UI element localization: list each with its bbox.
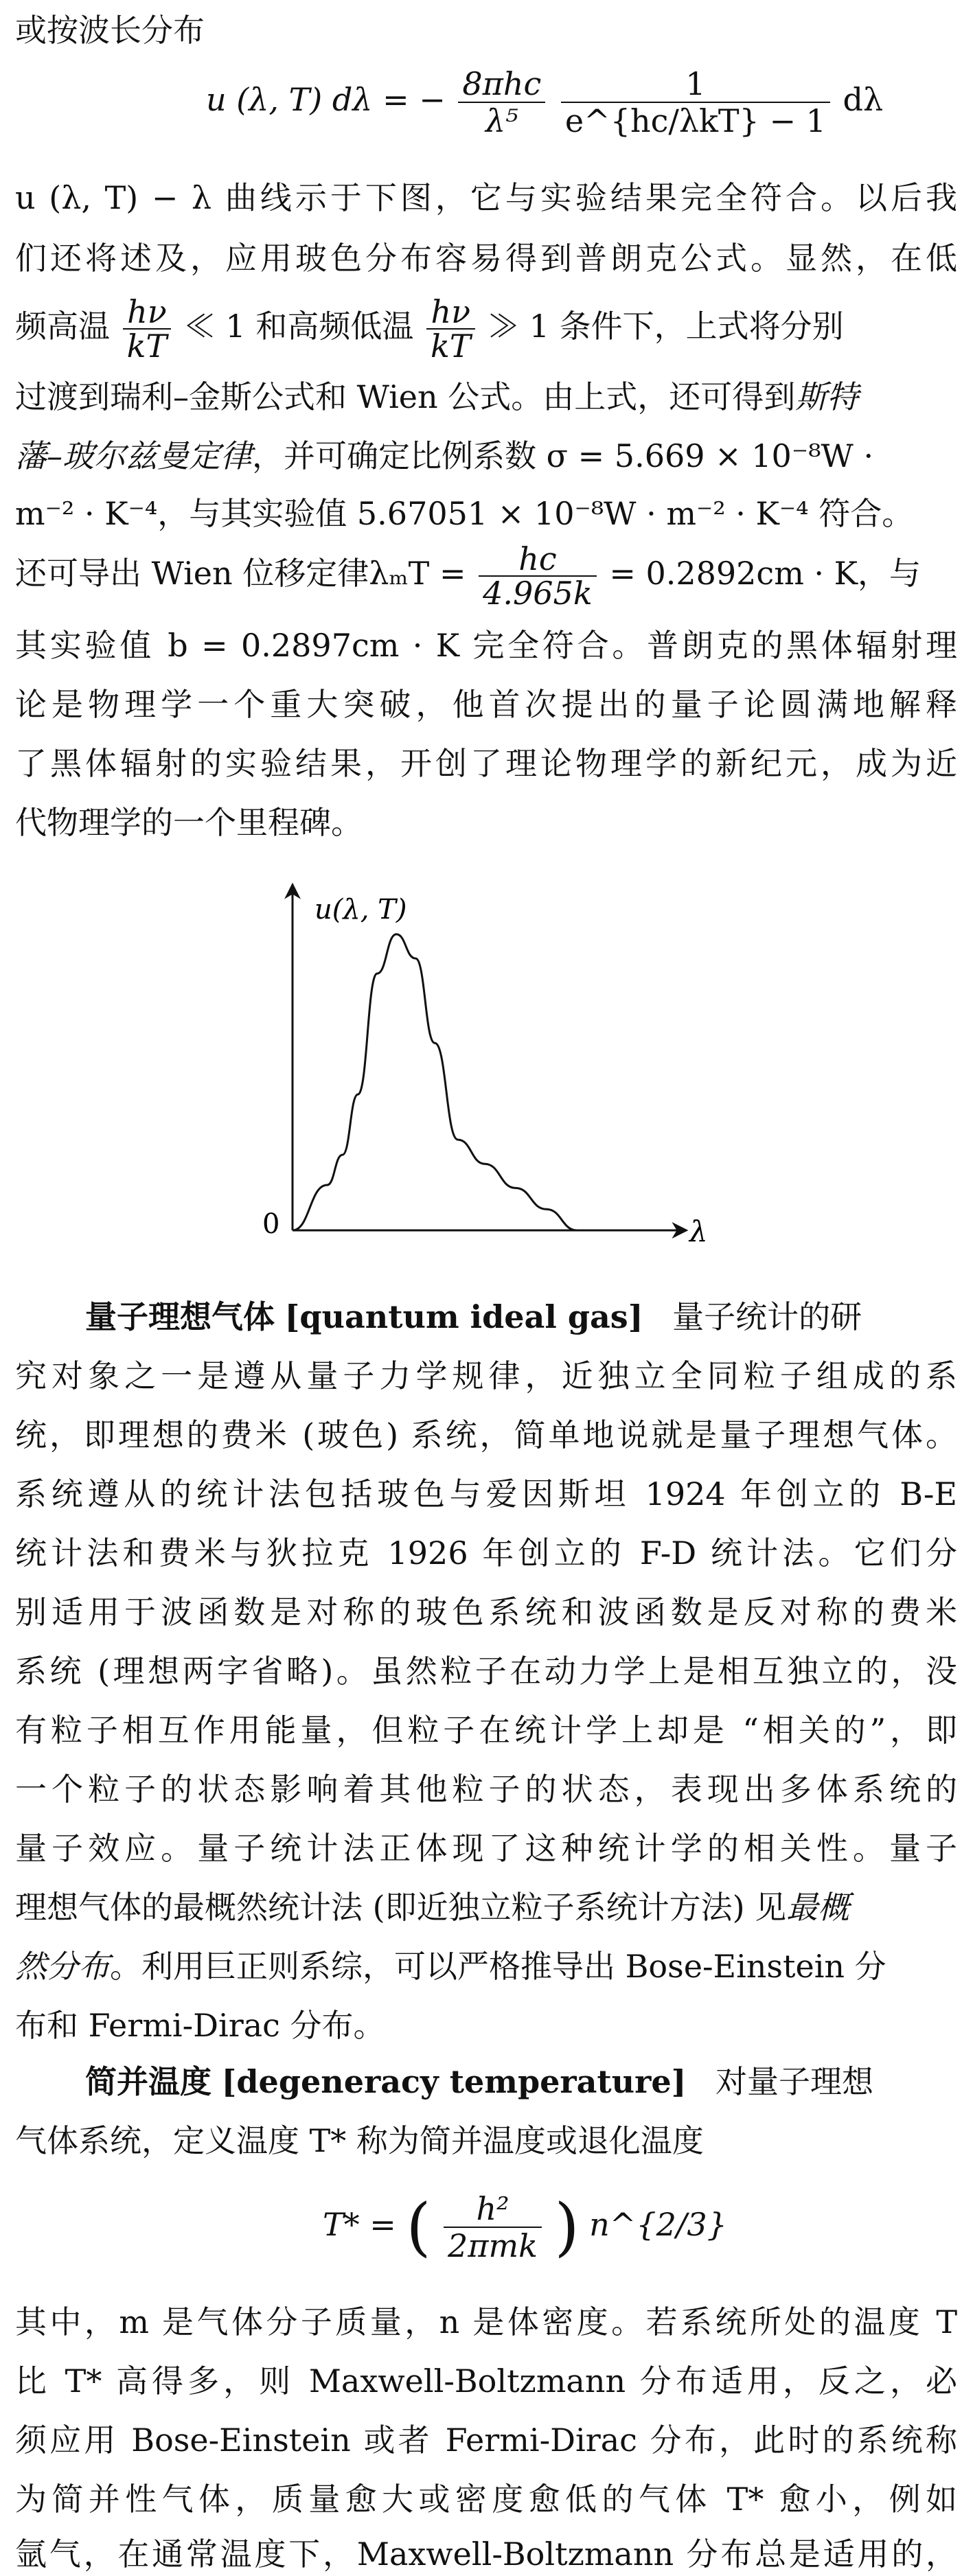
para1-line9: 论是物理学一个重大突破，他首次提出的量子论圆满地解释 [15, 686, 957, 723]
para1-line3-frac1-den: kT [123, 328, 172, 363]
para1-line3-frac1-num: hν [127, 293, 167, 330]
section1-line1 [85, 1296, 957, 1337]
section1-line2: 究对象之一是遵从量子力学规律，近独立全同粒子组成的系 [15, 1357, 957, 1394]
eq1-frac1-den: λ⁵ [458, 102, 545, 139]
eq1-frac2-den: e^{hc/λkT} − 1 [561, 102, 830, 139]
planck-wavelength-equation [206, 66, 883, 139]
para1-line10: 了黑体辐射的实验结果，开创了理论物理学的新纪元，成为近 [15, 745, 957, 782]
eq2-frac-num: h² [476, 2190, 510, 2227]
section1-line5: 统计法和费米与狄拉克 1926 年创立的 F-D 统计法。它们分 [15, 1534, 957, 1572]
para1-line6: m⁻² · K⁻⁴，与其实验值 5.67051 × 10⁻⁸W · m⁻² · K⁻⁴ 符合。 [15, 495, 914, 532]
para1-line1: u (λ, T) − λ 曲线示于下图，它与实验结果完全符合。以后我 [15, 179, 957, 216]
section1-line10: 量子效应。量子统计法正体现了这种统计学的相关性。量子 [15, 1830, 957, 1867]
section1-line11-keyword: 最概 [786, 1889, 850, 1926]
section1-line9: 一个粒子的状态影响着其他粒子的状态，表现出多体系统的 [15, 1771, 957, 1808]
para1-line4-a: 过渡到瑞利–金斯公式和 Wien 公式。由上式，还可得到 [15, 378, 796, 415]
eq2-right-paren: ) [554, 2190, 580, 2264]
eq2-frac-den: 2πmk [444, 2227, 542, 2264]
eq2-tail: n^{2/3} [589, 2206, 727, 2243]
para1-line5 [15, 435, 957, 476]
para1-line3-c: ≫ 1 条件下，上式将分别 [488, 308, 844, 345]
para1-line3-frac2-den: kT [426, 328, 475, 363]
para1-line7-frac-den: 4.965k [479, 575, 597, 610]
section2-line1-rest: 对量子理想 [716, 2063, 873, 2100]
para1-line5-b: ，并可确定比例系数 σ = 5.669 × 10⁻⁸W · [252, 437, 874, 474]
eq2-left-paren: ( [406, 2190, 431, 2264]
y-axis-label: u(λ, T) [314, 894, 407, 925]
section2-line6: 为简并性气体，质量愈大或密度愈低的气体 T* 愈小，例如 [15, 2481, 957, 2518]
para1-line7-frac-num: hc [518, 540, 557, 577]
eq2-frac [444, 2191, 542, 2264]
para1-line8: 其实验值 b = 0.2897cm · K 完全符合。普朗克的黑体辐射理 [15, 627, 957, 664]
section2-line5: 须应用 Bose-Einstein 或者 Fermi-Dirac 分布，此时的系统称 [15, 2422, 957, 2459]
planck-distribution-chart [247, 872, 708, 1256]
section2-term: 简并温度 [85, 2063, 211, 2100]
para1-line3-a: 频高温 [15, 308, 110, 345]
degeneracy-temperature-equation [323, 2183, 727, 2266]
section1-line8: 有粒子相互作用能量，但粒子在统计学上却是 “相关的”，即 [15, 1712, 957, 1749]
section1-line11-a: 理想气体的最概然统计法 (即近独立粒子系统计方法) 见 [15, 1889, 787, 1926]
eq2-lhs: T* = [323, 2206, 396, 2243]
para1-line5-keyword: 藩–玻尔兹曼定律 [15, 437, 252, 474]
x-axis-label: λ [689, 1215, 708, 1248]
eq1-frac1-num: 8πhc [462, 65, 542, 102]
eq1-frac2-num: 1 [685, 65, 706, 102]
section1-line4: 系统遵从的统计法包括玻色与爱因斯坦 1924 年创立的 B-E [15, 1475, 957, 1513]
origin-label: 0 [262, 1208, 280, 1240]
para1-line3-frac1 [123, 295, 172, 363]
section2-line4: 比 T* 高得多，则 Maxwell-Boltzmann 分布适用，反之，必 [15, 2362, 957, 2400]
para1-line3-frac2 [426, 295, 475, 363]
section2-line2: 气体系统，定义温度 T* 称为简并温度或退化温度 [15, 2122, 704, 2159]
section1-line12 [15, 1946, 957, 1987]
para1-line3-b: ≪ 1 和高频低温 [183, 308, 414, 345]
para1-line3 [15, 293, 957, 365]
section1-line13: 布和 Fermi-Dirac 分布。 [15, 2007, 385, 2044]
series-curve [293, 934, 577, 1230]
para1-line2: 们还将述及，应用玻色分布容易得到普朗克公式。显然，在低 [15, 240, 957, 277]
section2-term-en: [degeneracy temperature] [221, 2063, 687, 2100]
section1-line7: 系统 (理想两字省略)。虽然粒子在动力学上是相互独立的，没 [15, 1653, 957, 1690]
para1-line7-frac [479, 542, 597, 610]
para1-line11: 代物理学的一个里程碑。 [15, 804, 363, 841]
section1-term: 量子理想气体 [85, 1298, 275, 1335]
eq1-lhs: u (λ, T) dλ = − [206, 81, 446, 118]
para1-line4 [15, 376, 957, 417]
para1-line7-b: = 0.2892cm · K，与 [609, 555, 922, 592]
eq1-tail: dλ [843, 81, 884, 118]
section1-line12-b: 。利用巨正则系综，可以严格推导出 Bose-Einstein 分 [110, 1948, 886, 1985]
eq1-frac1 [458, 66, 545, 139]
section1-term-en: [quantum ideal gas] [284, 1298, 643, 1335]
section1-line1-rest: 量子统计的研 [672, 1298, 862, 1335]
para1-line7 [15, 542, 957, 611]
para1-line4-keyword: 斯特 [795, 378, 859, 415]
section1-line12-keyword: 然分布 [15, 1948, 110, 1985]
section2-line7: 氩气，在通常温度下，Maxwell-Boltzmann 分布总是适用的， [15, 2535, 957, 2573]
intro-line: 或按波长分布 [15, 12, 205, 49]
section2-line1 [85, 2061, 957, 2102]
para1-line3-frac2-num: hν [431, 293, 471, 330]
section1-line6: 别适用于波函数是对称的玻色系统和波函数是反对称的费米 [15, 1594, 957, 1631]
section1-line11 [15, 1887, 957, 1928]
eq1-frac2 [561, 66, 830, 139]
para1-line7-a: 还可导出 Wien 位移定律λₘT = [15, 555, 466, 592]
section1-line3: 统，即理想的费米 (玻色) 系统，简单地说就是量子理想气体。 [15, 1416, 957, 1453]
section2-line3: 其中，m 是气体分子质量，n 是体密度。若系统所处的温度 T [15, 2303, 957, 2341]
